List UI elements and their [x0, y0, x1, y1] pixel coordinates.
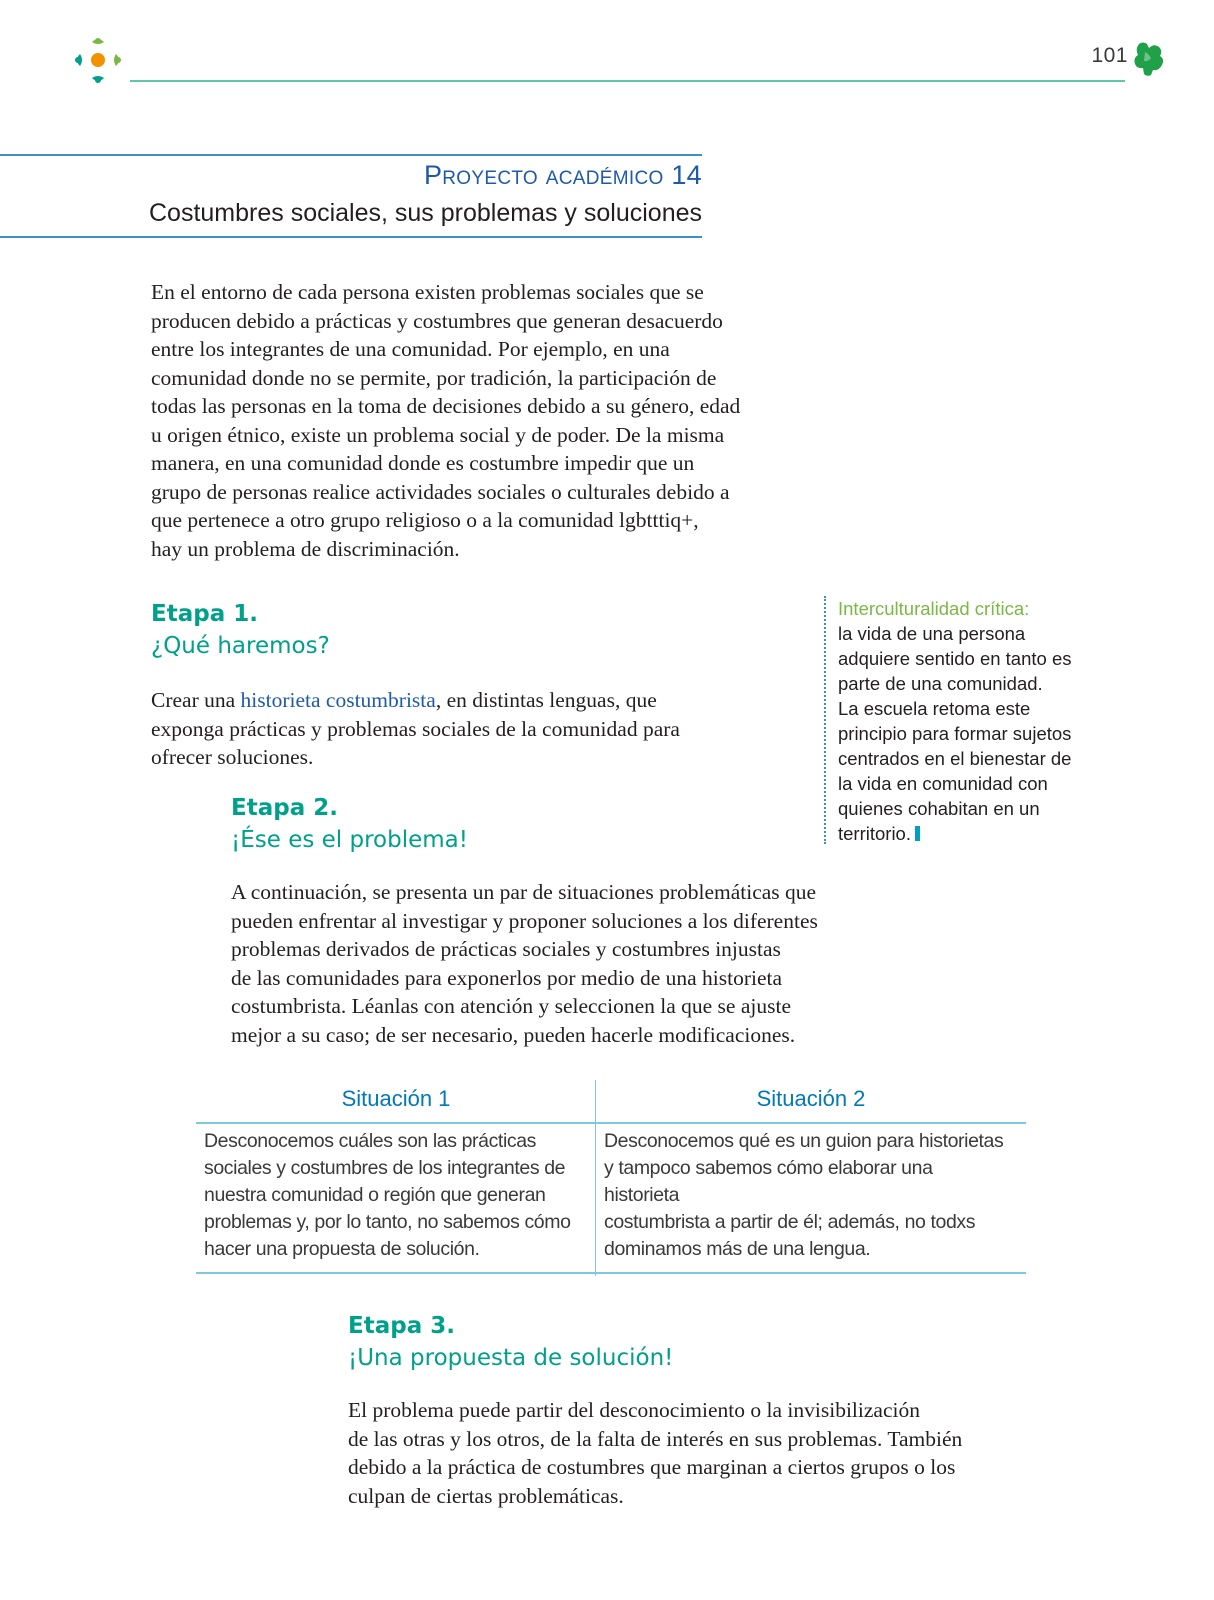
etapa1-text-after: , en distintas lenguas, que — [435, 688, 657, 712]
situation-line: hacer una propuesta de solución. — [204, 1238, 480, 1260]
etapa3-number: Etapa 3. — [348, 1313, 455, 1339]
situation-line: nuestra comunidad o región que generan — [204, 1184, 546, 1206]
etapa1-title: ¿Qué haremos? — [151, 633, 330, 659]
etapa2-number: Etapa 2. — [231, 795, 338, 821]
etapa2-line: mejor a su caso; de ser necesario, pueden hacerle modificaciones. — [231, 1022, 796, 1047]
situation-line: y tampoco sabemos cómo elaborar una historieta — [604, 1157, 933, 1206]
intro-line: manera, en una comunidad donde es costumbre impedir que un — [151, 451, 695, 475]
page-number: 101 — [1091, 44, 1128, 67]
etapa3-line: El problema puede partir del desconocimiento o la invisibilización — [348, 1398, 920, 1422]
etapa2-line: costumbrista. Léanlas con atención y seleccionen la que se ajuste — [231, 994, 791, 1018]
historieta-costumbrista-link[interactable]: historieta costumbrista — [240, 688, 436, 712]
situation-line: Desconocemos qué es un guion para historietas — [604, 1130, 1004, 1152]
sidenote-line: principio para formar sujetos — [838, 723, 1072, 744]
etapa1-text-before: Crear una — [151, 688, 241, 712]
sidenote-line: La escuela retoma este — [838, 698, 1031, 719]
situation-line: costumbrista a partir de él; además, no todxs — [604, 1211, 976, 1233]
situation-line: sociales y costumbres de los integrantes de — [204, 1157, 566, 1179]
etapa2-title: ¡Ése es el problema! — [231, 827, 468, 853]
situation-2-text — [604, 1128, 1012, 1263]
intro-line: En el entorno de cada persona existen problemas sociales que se — [151, 280, 704, 304]
project-title: Proyecto académico 14 — [423, 160, 702, 190]
title-rule-top — [0, 154, 702, 156]
situations-bottom-rule — [196, 1272, 1026, 1274]
situation-line: problemas y, por lo tanto, no sabemos cómo — [204, 1211, 571, 1233]
etapa2-line: de las comunidades para exponerlos por medio de una historieta — [231, 965, 783, 990]
intro-line: entre los integrantes de una comunidad. Por ejemplo, en una — [151, 337, 670, 361]
sidenote-line: adquiere sentido en tanto es — [838, 648, 1072, 669]
sidenote-line: parte de una comunidad. — [838, 673, 1043, 694]
etapa3-title: ¡Una propuesta de solución! — [348, 1345, 674, 1371]
situation-2-heading: Situación 2 — [756, 1086, 866, 1111]
sidenote-line: quienes cohabitan en un — [838, 798, 1040, 819]
intro-line: todas las personas en la toma de decisiones debido a su género, edad — [151, 394, 741, 418]
intro-line: que pertenece a otro grupo religioso o a la comunidad lgbtttiq+, — [151, 508, 699, 532]
green-glyph-icon — [1133, 40, 1167, 76]
etapa1-paragraph — [151, 686, 741, 772]
sidenote-line: la vida en comunidad con — [838, 773, 1048, 794]
intro-paragraph — [151, 278, 791, 563]
header-rule — [130, 80, 1125, 82]
situation-1-text — [204, 1128, 582, 1263]
sidenote-last-text: territorio. — [838, 823, 911, 844]
situation-line: Desconocemos cuáles son las prácticas — [204, 1130, 537, 1152]
title-rule-bottom — [0, 236, 702, 238]
situations-table — [196, 1080, 1026, 1276]
sidenote-interculturalidad — [824, 596, 1096, 844]
etapa2-line: pueden enfrentar al investigar y proponer soluciones a los diferentes — [231, 908, 818, 933]
sidenote-line-last — [838, 821, 1096, 846]
situation-2-rule — [596, 1122, 1026, 1124]
etapa3-line: debido a la práctica de costumbres que marginan a ciertos grupos o los — [348, 1455, 956, 1479]
sidenote-line: centrados en el bienestar de — [838, 748, 1072, 769]
etapa3-line: de las otras y los otros, de la falta de interés en sus problemas. También — [348, 1426, 963, 1451]
intro-line: producen debido a prácticas y costumbres que generan desacuerdo — [151, 308, 723, 333]
situation-2-column — [596, 1080, 1026, 1276]
etapa1-heading — [151, 598, 330, 662]
situation-line: dominamos más de una lengua. — [604, 1238, 871, 1260]
etapa3-paragraph — [348, 1396, 998, 1510]
end-mark-icon — [915, 826, 920, 841]
sidenote-title: Interculturalidad crítica: — [838, 598, 1030, 619]
situation-1-rule — [196, 1122, 596, 1124]
intro-line: comunidad donde no se permite, por tradición, la participación de — [151, 365, 717, 390]
situation-1-column — [196, 1080, 596, 1276]
etapa3-line: culpan de ciertas problemáticas. — [348, 1483, 624, 1508]
sidenote-line: la vida de una persona — [838, 623, 1026, 644]
etapa2-heading — [231, 792, 468, 856]
project-subtitle: Costumbres sociales, sus problemas y soluciones — [148, 199, 702, 227]
etapa1-line — [151, 686, 741, 715]
etapa2-line: problemas derivados de prácticas sociales y costumbres injustas — [231, 937, 781, 961]
intro-line: u origen étnico, existe un problema social y de poder. De la misma — [151, 422, 725, 447]
etapa2-line: A continuación, se presenta un par de situaciones problemáticas que — [231, 880, 817, 904]
etapa2-paragraph — [231, 878, 881, 1049]
people-circle-logo-icon — [72, 34, 124, 86]
etapa1-line: ofrecer soluciones. — [151, 745, 314, 769]
situation-1-heading: Situación 1 — [341, 1086, 451, 1111]
intro-line: hay un problema de discriminación. — [151, 536, 460, 561]
etapa1-number: Etapa 1. — [151, 601, 258, 627]
etapa3-heading — [348, 1310, 673, 1374]
etapa1-line: exponga prácticas y problemas sociales de la comunidad para — [151, 716, 680, 741]
intro-line: grupo de personas realice actividades sociales o culturales debido a — [151, 479, 730, 504]
